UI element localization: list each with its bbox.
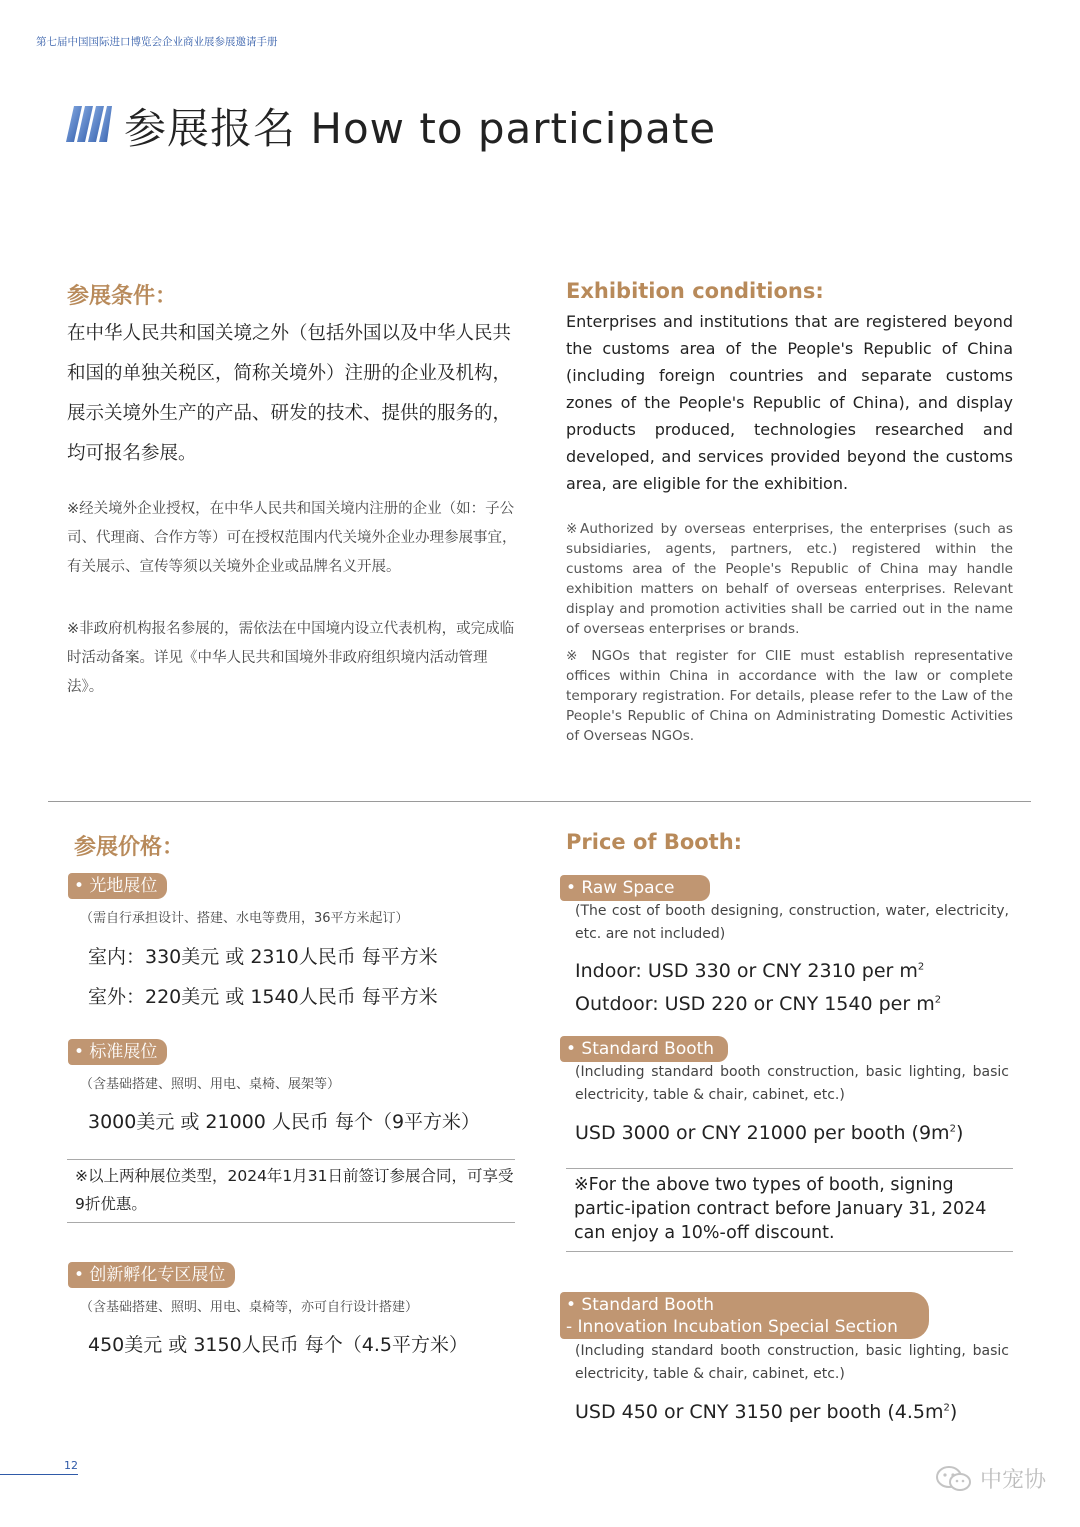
innovation-booth-price-text: USD 450 or CNY 3150 per booth (4.5m [575, 1401, 944, 1423]
conditions-note1-cn: ※经关境外企业授权，在中华人民共和国关境内注册的企业（如：子公司、代理商、合作方等）可在授权范围内代关境外企业办理参展事宜，有关展示、宣传等须以关境外企业或品牌名义开展。 [67, 501, 517, 575]
squared-sup: 2 [917, 961, 925, 973]
innovation-booth-badge-en [560, 1292, 929, 1339]
raw-space-badge-en: • Raw Space [560, 875, 710, 901]
conditions-note2-cn: ※非政府机构报名参展的，需依法在中国境内设立代表机构，或完成临时活动备案。详见《中华人民共和国境外非政府组织境内活动管理法》。 [67, 621, 515, 695]
squared-sup: 2 [934, 994, 942, 1006]
conditions-heading-cn: 参展条件： [67, 284, 178, 309]
page-number-underline [0, 1474, 78, 1475]
conditions-note2-en: ※ NGOs that register for CIIE must establish representative offices within China in accordance with the law or complete temporary registration. For details, please refer to the Law of the People's Republic of China on Administrating Domestic Activities of Overseas NGOs. [566, 648, 1013, 744]
standard-booth-price-cn: 3000美元 或 21000 人民币 每个（9平方米） [88, 1111, 481, 1133]
raw-outdoor-price-cn: 室外：220美元 或 1540人民币 每平方米 [88, 986, 438, 1008]
document-header: 第七届中国国际进口博览会企业商业展参展邀请手册 [36, 36, 278, 48]
standard-booth-badge-en: • Standard Booth [560, 1036, 728, 1062]
stripes-icon [66, 106, 112, 142]
raw-space-sub-en: (The cost of booth designing, construction, water, electricity, etc. are not included) [575, 903, 1009, 942]
discount-note-cn: ※以上两种展位类型，2024年1月31日前签订参展合同，可享受9折优惠。 [67, 1159, 515, 1223]
squared-sup: 2 [943, 1402, 950, 1414]
standard-booth-price-en [575, 1122, 963, 1144]
innovation-booth-price-cn: 450美元 或 3150人民币 每个（4.5平方米） [88, 1334, 468, 1356]
innovation-booth-price-en [575, 1401, 957, 1423]
raw-outdoor-price-en [575, 993, 941, 1015]
conditions-body-en: Enterprises and institutions that are registered beyond the customs area of the People's Republic of China (including foreign countries and separate customs zones of the People's Republic of China), and display products produced, technologies researched and developed, and services provided beyond the customs area, are eligible for the exhibition. [566, 312, 1013, 493]
standard-booth-sub-en: (Including standard booth construction, basic lighting, basic electricity, table & chair, cabinet, etc.) [575, 1064, 1009, 1103]
raw-space-sub-cn: （需自行承担设计、搭建、水电等费用，36平方米起订） [80, 911, 409, 926]
price-heading-cn: 参展价格： [74, 835, 185, 860]
discount-note-en: ※For the above two types of booth, signing partic-ipation contract before January 31, 2024 can enjoy a 10%-off discount. [566, 1168, 1013, 1252]
innovation-booth-sub-en: (Including standard booth construction, basic lighting, basic electricity, table & chair, cabinet, etc.) [575, 1343, 1009, 1382]
innovation-booth-label2: - Innovation Incubation Special Section [566, 1317, 898, 1337]
conditions-note1-en: ※Authorized by overseas enterprises, the enterprises (such as subsidiaries, agents, partners, etc.) registered within the customs area of the People's Republic of China may handle exhibition matters on behalf of overseas enterprises. Relevant display and promotion activities shall be carried out in the name of overseas enterprises or brands. [566, 521, 1013, 637]
close-paren: ) [949, 1401, 958, 1423]
raw-indoor-price-en [575, 960, 924, 982]
innovation-booth-badge-cn: • 创新孵化专区展位 [68, 1262, 235, 1288]
page-title [124, 96, 716, 156]
conditions-heading-en: Exhibition conditions: [566, 279, 824, 303]
raw-outdoor-price-text: Outdoor: USD 220 or CNY 1540 per m [575, 993, 935, 1015]
innovation-booth-sub-cn: （含基础搭建、照明、用电、桌椅等，亦可自行设计搭建） [80, 1300, 419, 1315]
watermark-text: 中宠协 [979, 1468, 1046, 1493]
section-divider [48, 801, 1031, 802]
standard-booth-sub-cn: （含基础搭建、照明、用电、桌椅、展架等） [80, 1077, 341, 1092]
close-paren: ) [955, 1122, 964, 1144]
watermark [936, 1463, 1046, 1494]
page-title-cn: 参展报名 [124, 104, 297, 153]
standard-booth-badge-cn: • 标准展位 [68, 1039, 167, 1065]
page-title-en: How to participate [310, 104, 717, 153]
conditions-body-cn: 在中华人民共和国关境之外（包括外国以及中华人民共和国的单独关税区，简称关境外）注册的企业及机构，展示关境外生产的产品、研发的技术、提供的服务的，均可报名参展。 [67, 323, 512, 464]
raw-indoor-price-cn: 室内：330美元 或 2310人民币 每平方米 [88, 946, 438, 968]
wechat-icon [936, 1465, 972, 1493]
standard-booth-price-text: USD 3000 or CNY 21000 per booth (9m [575, 1122, 950, 1144]
raw-indoor-price-text: Indoor: USD 330 or CNY 2310 per m [575, 960, 918, 982]
page-number: 12 [64, 1459, 78, 1472]
innovation-booth-label1: • Standard Booth [566, 1295, 715, 1315]
squared-sup: 2 [949, 1123, 956, 1135]
price-heading-en: Price of Booth: [566, 830, 743, 854]
raw-space-badge-cn: • 光地展位 [68, 873, 167, 899]
